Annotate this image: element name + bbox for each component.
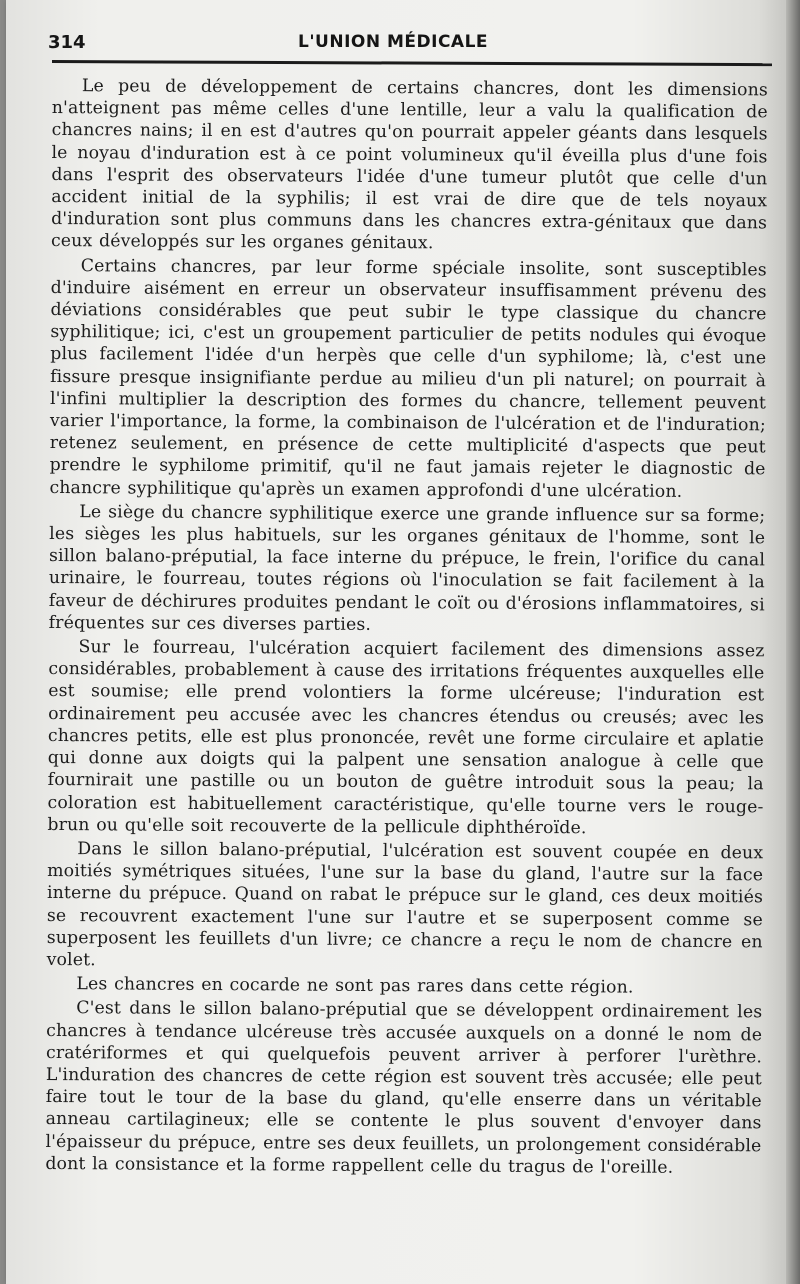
paragraph: C'est dans le sillon balano-préputial que se développent ordinairement les chancres à tendance ulcéreuse très accusée auxquels on a donné le nom de cratériformes et qui quelquefois peuvent arriver à perforer l'urèthre. L'induration des chancres de cette région est souvent très accusée; elle peut faire tout le tour de la base du gland, qu'elle enserre dans un véritable anneau cartilagineux; elle se contente le plus souvent d'envoyer dans l'épaisseur du prépuce, entre ses deux feuillets, un prolongement considérable dont la consistance et la forme rappellent celle du tragus de l'oreille. [45, 998, 763, 1178]
paragraph: Sur le fourreau, l'ulcération acquiert facilement des dimensions assez considérables, probablement à cause des irritations fréquentes auxquelles elle est soumise; elle prend volontiers la forme ulcéreuse; l'induration est ordinairement peu accusée avec les chancres étendus ou creusés; avec les chancres petits, elle est plus prononcée, revêt une forme circulaire et aplatie qui donne aux doigts qui la palpent une sensation analogue à celle que fournirait une pastille ou un bouton de guêtre introduit sous la peau; la coloration est habituellement caractéristique, qu'elle tourne vers le rouge-brun ou qu'elle soit recouverte de la pellicule diphthéroïde. [47, 637, 765, 838]
paragraph: Les chancres en cocarde ne sont pas rares dans cette région. [76, 974, 634, 998]
journal-title: L'UNION MÉDICALE [298, 32, 489, 52]
page-header [28, 30, 768, 56]
paragraph: Le peu de développement de certains chancres, dont les dimensions n'atteignent pas même celles d'une lentille, leur a valu la qualification de chancres nains; il en est d'autres qu'on pourrait appeler géants dans lesquels le noyau d'induration est à ce point volumineux qu'il éveilla plus d'une fois dans l'esprit des observateurs l'idée d'une tumeur plutôt que celle d'un accident initial de la syphilis; il est vrai de dire que de tels noyaux d'induration sont plus communs dans les chancres extra-génitaux que dans ceux développés sur les organes génitaux. [50, 76, 768, 254]
header-rule [52, 60, 772, 66]
article-body [45, 75, 768, 1179]
paragraph: Le siège du chancre syphilitique exerce une grande influence sur sa forme; les sièges les plus habituels, sur les organes génitaux de l'homme, sont le sillon balano-préputial, la face interne du prépuce, le frein, l'orifice du canal urinaire, le fourreau, toutes régions où l'inoculation se fait facilement à la faveur de déchirures produites pendant le coït ou d'érosions inflammatoires, si fréquentes sur ces diverses parties. [48, 502, 766, 635]
paragraph: Dans le sillon balano-préputial, l'ulcération est souvent coupée en deux moitiés symétriques situées, l'une sur la base du gland, l'autre sur la face interne du prépuce. Quand on rabat le prépuce sur le gland, ces deux moitiés se recouvrent exactement l'une sur l'autre et se superposent comme se superposent les feuillets d'un livre; ce chancre a reçu le nom de chancre en volet. [46, 839, 764, 971]
paragraph: Certains chancres, par leur forme spéciale insolite, sont susceptibles d'induire aisément en erreur un observateur insuffisamment prévenu des déviations considérables que peut subir le type classique du chancre syphilitique; ici, c'est un groupement particulier de petits nodules qui évoque plus facilement l'idée d'un herpès que celle d'un syphilome; là, c'est une fissure presque insignifiante perdue au milieu d'un pli naturel; on pourrait à l'infini multiplier la description des formes du chancre, tellement peuvent varier l'importance, la forme, la combinaison de l'ulcération et de l'induration; retenez seulement, en présence de cette multiplicité d'aspects que peut prendre le syphilome primitif, qu'il ne faut jamais rejeter le diagnostic de chancre syphilitique qu'après un examen approfondi d'une ulcération. [49, 255, 767, 502]
book-page [6, 0, 790, 1284]
page-number: 314 [48, 32, 86, 53]
